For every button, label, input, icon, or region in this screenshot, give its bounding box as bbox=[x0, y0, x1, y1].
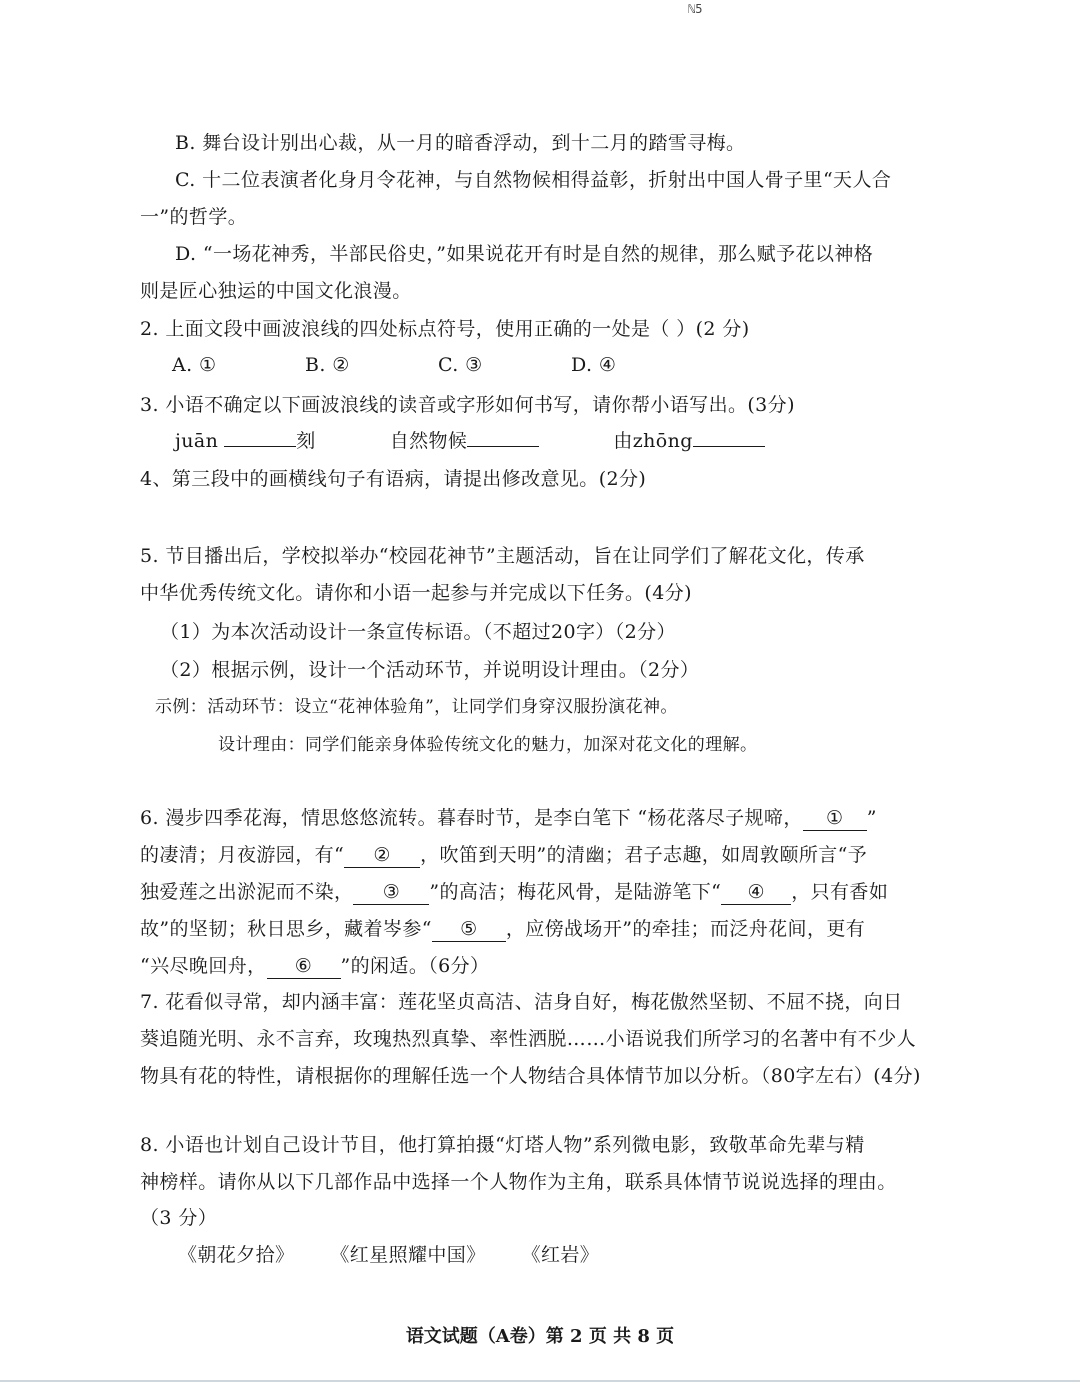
q3-item1-suffix: 刻 bbox=[296, 430, 316, 452]
q6-text-3c: ，只有香如 bbox=[791, 881, 889, 903]
q6-blank-2[interactable]: ② bbox=[344, 843, 420, 868]
option-b-choice: B. ② bbox=[305, 354, 350, 376]
question-5-sub-1: （1）为本次活动设计一条宣传标语。（不超过20字）（2分） bbox=[160, 621, 676, 643]
q3-blank-3[interactable] bbox=[693, 446, 765, 447]
question-8-line-1: 8. 小语也计划自己设计节目，他打算拍摄“灯塔人物”系列微电影，致敬革命先辈与精 bbox=[140, 1134, 865, 1156]
option-d-line-1: D. “一场花神秀，半部民俗史，”如果说花开有时是自然的规律，那么赋予花以神格 bbox=[175, 243, 874, 265]
question-4: 4、第三段中的画横线句子有语病，请提出修改意见。(2分) bbox=[140, 468, 647, 490]
question-6-line-3 bbox=[140, 877, 888, 907]
q6-blank-4[interactable]: ④ bbox=[721, 880, 791, 905]
q6-text-4b: ，应傍战场开”的牵挂；而泛舟花间，更有 bbox=[505, 918, 866, 940]
question-5-example: 示例：活动环节：设立“花神体验角”，让同学们身穿汉服扮演花神。 bbox=[155, 697, 678, 717]
question-5-line-1: 5. 节目播出后，学校拟举办“校园花神节”主题活动，旨在让同学们了解花文化，传承 bbox=[140, 545, 865, 567]
question-7-line-2: 葵追随光明、永不言弃，玫瑰热烈真挚、率性洒脱……小语说我们所学习的名著中有不少人 bbox=[140, 1028, 917, 1050]
option-c-line-2: 一”的哲学。 bbox=[140, 206, 248, 228]
q6-blank-5[interactable]: ⑤ bbox=[432, 917, 506, 942]
q6-blank-6[interactable]: ⑥ bbox=[267, 954, 341, 979]
bottom-rule bbox=[0, 1380, 1080, 1382]
question-8-line-2: 神榜样。请你从以下几部作品中选择一个人物作为主角，联系具体情节说说选择的理由。 bbox=[140, 1171, 897, 1193]
q6-blank-3[interactable]: ③ bbox=[353, 880, 429, 905]
q6-text-2b: ，吹笛到天明”的清幽；君子志趣，如周敦颐所言“予 bbox=[420, 844, 868, 866]
q6-text-1b: ” bbox=[866, 807, 877, 829]
q3-item1-prefix: juān bbox=[175, 430, 219, 452]
question-6-line-1 bbox=[140, 803, 877, 833]
question-6-line-5 bbox=[140, 951, 489, 981]
question-8-works bbox=[178, 1240, 599, 1270]
q6-text-5b: ”的闲适。（6分） bbox=[340, 955, 490, 977]
q6-text-1a: 6. 漫步四季花海，情思悠悠流转。暮春时节，是李白笔下 “杨花落尽子规啼， bbox=[140, 807, 803, 829]
option-c-choice: C. ③ bbox=[438, 354, 483, 376]
option-b: B. 舞台设计别出心裁，从一月的暗香浮动，到十二月的踏雪寻梅。 bbox=[175, 132, 746, 154]
q6-text-3a: 独爱莲之出淤泥而不染， bbox=[140, 881, 354, 903]
question-5-sub-2: （2）根据示例，设计一个活动环节，并说明设计理由。（2分） bbox=[160, 659, 700, 681]
q3-blank-1[interactable] bbox=[224, 446, 296, 447]
q6-blank-1[interactable]: ① bbox=[803, 806, 867, 831]
q6-text-3b: ”的高洁；梅花风骨，是陆游笔下“ bbox=[429, 881, 722, 903]
question-3-items bbox=[175, 426, 765, 456]
q3-blank-2[interactable] bbox=[467, 446, 539, 447]
q6-text-4a: 故”的坚韧；秋日思乡，藏着岑参“ bbox=[140, 918, 432, 940]
q3-item3-prefix: 由zhōng bbox=[613, 430, 693, 452]
question-2: 2. 上面文段中画波浪线的四处标点符号，使用正确的一处是（ ）(2 分) bbox=[140, 318, 750, 340]
corner-mark: ℕ5 bbox=[688, 2, 703, 16]
work-1: 《朝花夕拾》 bbox=[178, 1244, 295, 1266]
page-footer: 语文试题（A卷）第 2 页 共 8 页 bbox=[405, 1326, 675, 1347]
option-a: A. ① bbox=[172, 354, 217, 376]
q6-text-5a: “兴尽晚回舟， bbox=[140, 955, 267, 977]
question-5-line-2: 中华优秀传统文化。请你和小语一起参与并完成以下任务。(4分) bbox=[140, 582, 692, 604]
question-6-line-2 bbox=[140, 840, 867, 870]
option-d-line-2: 则是匠心独运的中国文化浪漫。 bbox=[140, 280, 412, 302]
question-7-line-1: 7. 花看似寻常，却内涵丰富：莲花坚贞高洁、洁身自好，梅花傲然坚韧、不屈不挠，向日 bbox=[140, 991, 903, 1013]
q3-item2-prefix: 自然物候 bbox=[389, 430, 468, 452]
q6-text-2a: 的凄清；月夜游园，有“ bbox=[140, 844, 345, 866]
question-7-line-3: 物具有花的特性，请根据你的理解任选一个人物结合具体情节加以分析。（80字左右）(4分) bbox=[140, 1065, 921, 1087]
question-5-example-reason: 设计理由：同学们能亲身体验传统文化的魅力，加深对花文化的理解。 bbox=[218, 735, 758, 755]
question-2-options bbox=[172, 350, 704, 380]
work-2: 《红星照耀中国》 bbox=[330, 1244, 486, 1266]
question-8-line-3: （3 分） bbox=[140, 1207, 218, 1229]
option-d-choice: D. ④ bbox=[571, 354, 617, 376]
option-c-line-1: C. 十二位表演者化身月令花神，与自然物候相得益彰，折射出中国人骨子里“天人合 bbox=[175, 169, 892, 191]
question-6-line-4 bbox=[140, 914, 865, 944]
question-3: 3. 小语不确定以下画波浪线的读音或字形如何书写，请你帮小语写出。(3分) bbox=[140, 394, 795, 416]
work-3: 《红岩》 bbox=[521, 1244, 600, 1266]
